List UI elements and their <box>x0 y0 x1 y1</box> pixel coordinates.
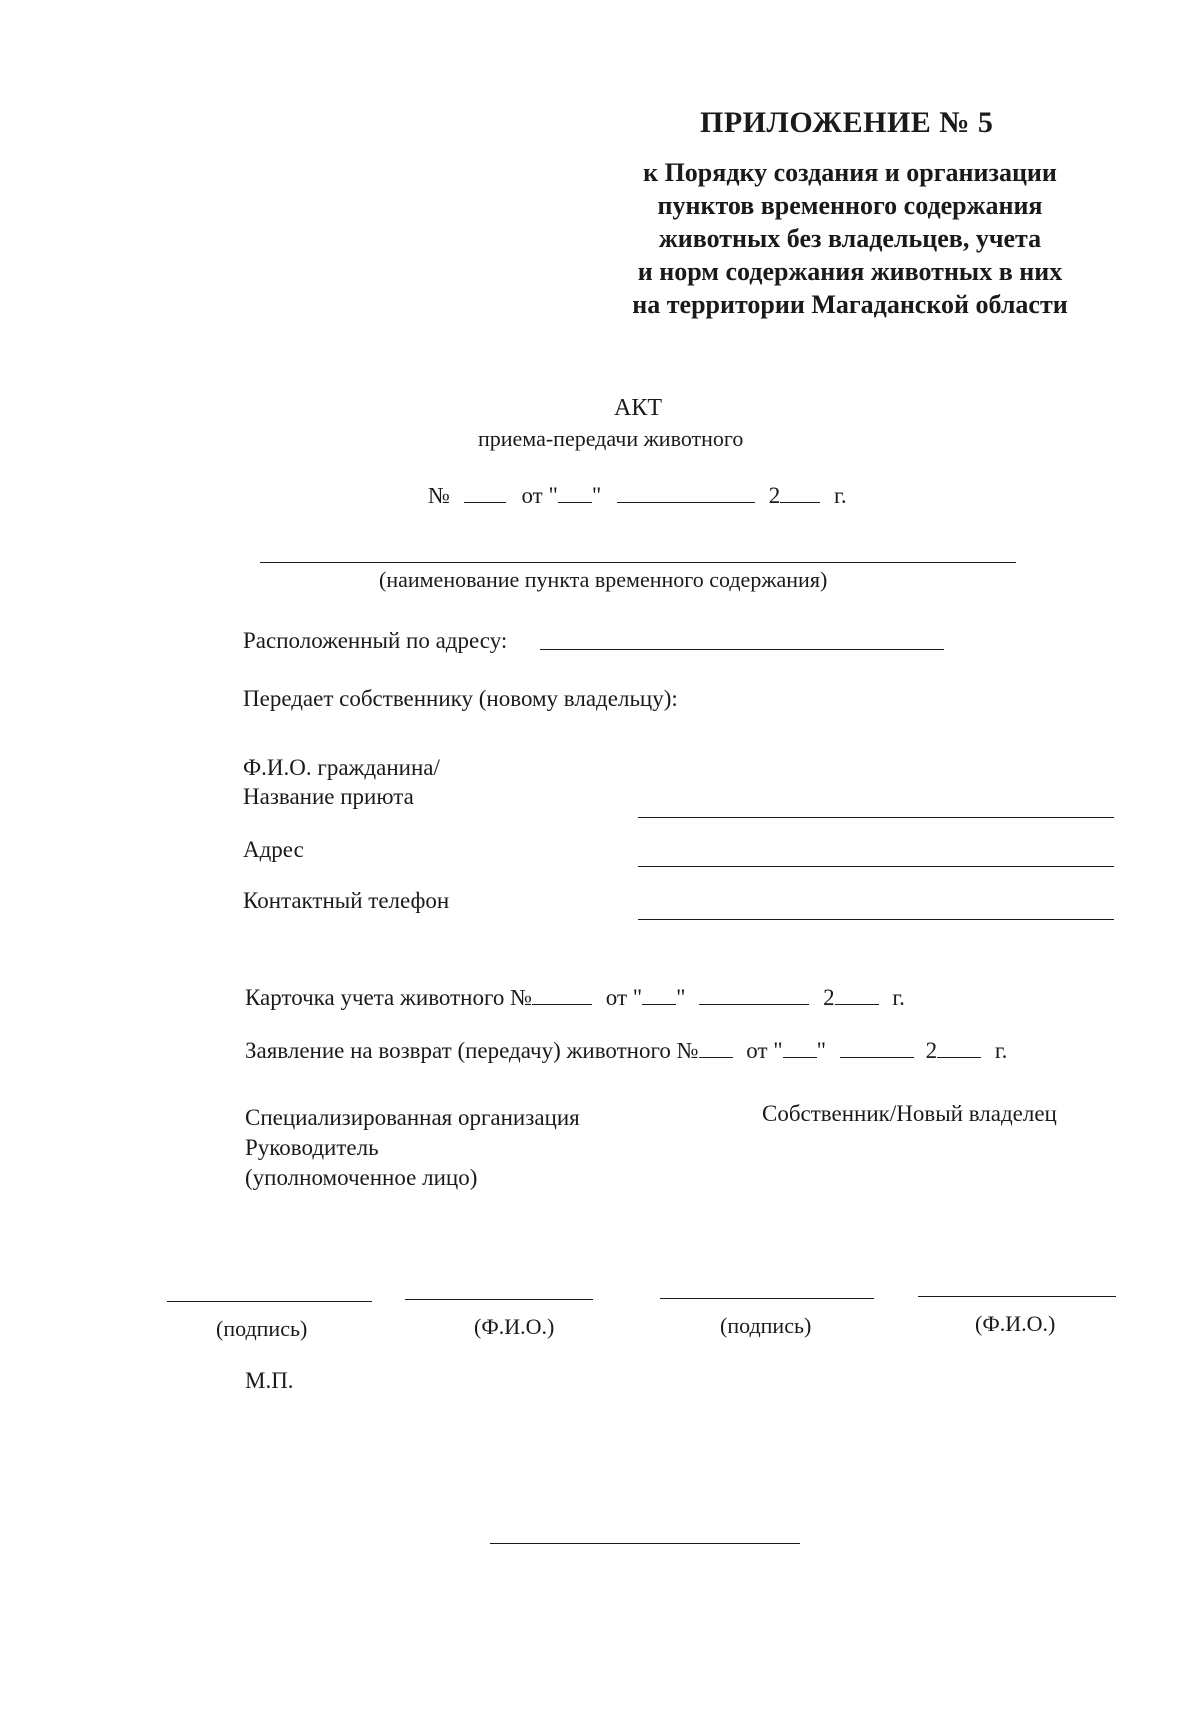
from-label: от " <box>605 985 643 1010</box>
year-prefix: 2 <box>925 1038 938 1063</box>
point-name-field[interactable] <box>260 562 1016 563</box>
address-label: Расположенный по адресу: <box>243 628 508 653</box>
card-line <box>245 984 905 1011</box>
from-label: от " <box>521 483 558 508</box>
annex-subtitle <box>590 156 1110 321</box>
annex-title: ПРИЛОЖЕНИЕ № 5 <box>700 106 994 139</box>
org-label-line2: Руководитель <box>245 1135 379 1160</box>
application-day-field[interactable] <box>783 1037 817 1058</box>
annex-subtitle-line: и норм содержания животных в них <box>637 257 1063 286</box>
year-prefix: 2 <box>823 985 835 1010</box>
owner-name-label-line1: Ф.И.О. гражданина/ <box>243 755 440 780</box>
stamp-label: М.П. <box>245 1368 294 1393</box>
org-label-line3: (уполномоченное лицо) <box>245 1165 478 1190</box>
act-number-field[interactable] <box>464 482 506 503</box>
annex-subtitle-line: животных без владельцев, учета <box>658 224 1042 253</box>
org-name-caption: (Ф.И.О.) <box>474 1314 555 1339</box>
quote-close: " <box>676 985 686 1010</box>
quote-close: " <box>816 1038 827 1063</box>
card-day-field[interactable] <box>642 984 676 1005</box>
year-suffix: г. <box>892 985 905 1010</box>
owner-name-label-line2: Название приюта <box>243 784 414 809</box>
address-field[interactable] <box>540 649 944 650</box>
card-month-field[interactable] <box>699 984 809 1005</box>
org-label-line1: Специализированная организация <box>245 1105 580 1130</box>
quote-close: " <box>591 483 602 508</box>
application-number-field[interactable] <box>699 1037 733 1058</box>
owner-signature-field[interactable] <box>660 1298 874 1299</box>
closing-rule <box>490 1543 800 1544</box>
owner-name-caption: (Ф.И.О.) <box>975 1311 1056 1336</box>
transfers-label: Передает собственнику (новому владельцу): <box>243 686 678 711</box>
annex-subtitle-line: к Порядку создания и организации <box>643 158 1057 187</box>
card-number-field[interactable] <box>532 984 592 1005</box>
card-year-field[interactable] <box>835 984 879 1005</box>
year-suffix: г. <box>994 1038 1008 1063</box>
org-signature-caption: (подпись) <box>216 1316 308 1341</box>
annex-subtitle-line: пунктов временного содержания <box>657 191 1043 220</box>
act-title: АКТ <box>614 395 662 421</box>
application-month-field[interactable] <box>840 1037 914 1058</box>
card-label: Карточка учета животного № <box>245 985 533 1010</box>
application-label: Заявление на возврат (передачу) животного № <box>245 1038 699 1063</box>
year-suffix: г. <box>833 483 847 508</box>
owner-signature-caption: (подпись) <box>720 1313 812 1338</box>
from-label: от " <box>746 1038 783 1063</box>
owner-name-field[interactable] <box>918 1296 1116 1297</box>
owner-name-field[interactable] <box>638 817 1114 818</box>
org-signature-field[interactable] <box>167 1301 372 1302</box>
act-month-field[interactable] <box>617 482 755 503</box>
owner-phone-label: Контактный телефон <box>243 888 450 913</box>
annex-subtitle-line: на территории Магаданской области <box>632 290 1068 319</box>
org-name-field[interactable] <box>405 1299 593 1300</box>
owner-phone-field[interactable] <box>638 919 1114 920</box>
act-number-line <box>428 482 847 509</box>
application-line <box>245 1037 1007 1064</box>
act-year-field[interactable] <box>780 482 820 503</box>
number-sign: № <box>428 483 450 508</box>
owner-address-label: Адрес <box>243 837 304 862</box>
owner-address-field[interactable] <box>638 866 1114 867</box>
act-subtitle: приема-передачи животного <box>478 426 744 451</box>
act-day-field[interactable] <box>558 482 592 503</box>
application-year-field[interactable] <box>937 1037 981 1058</box>
point-name-caption: (наименование пункта временного содержания) <box>379 567 828 592</box>
owner-signatory-label: Собственник/Новый владелец <box>762 1101 1057 1126</box>
year-prefix: 2 <box>768 483 781 508</box>
